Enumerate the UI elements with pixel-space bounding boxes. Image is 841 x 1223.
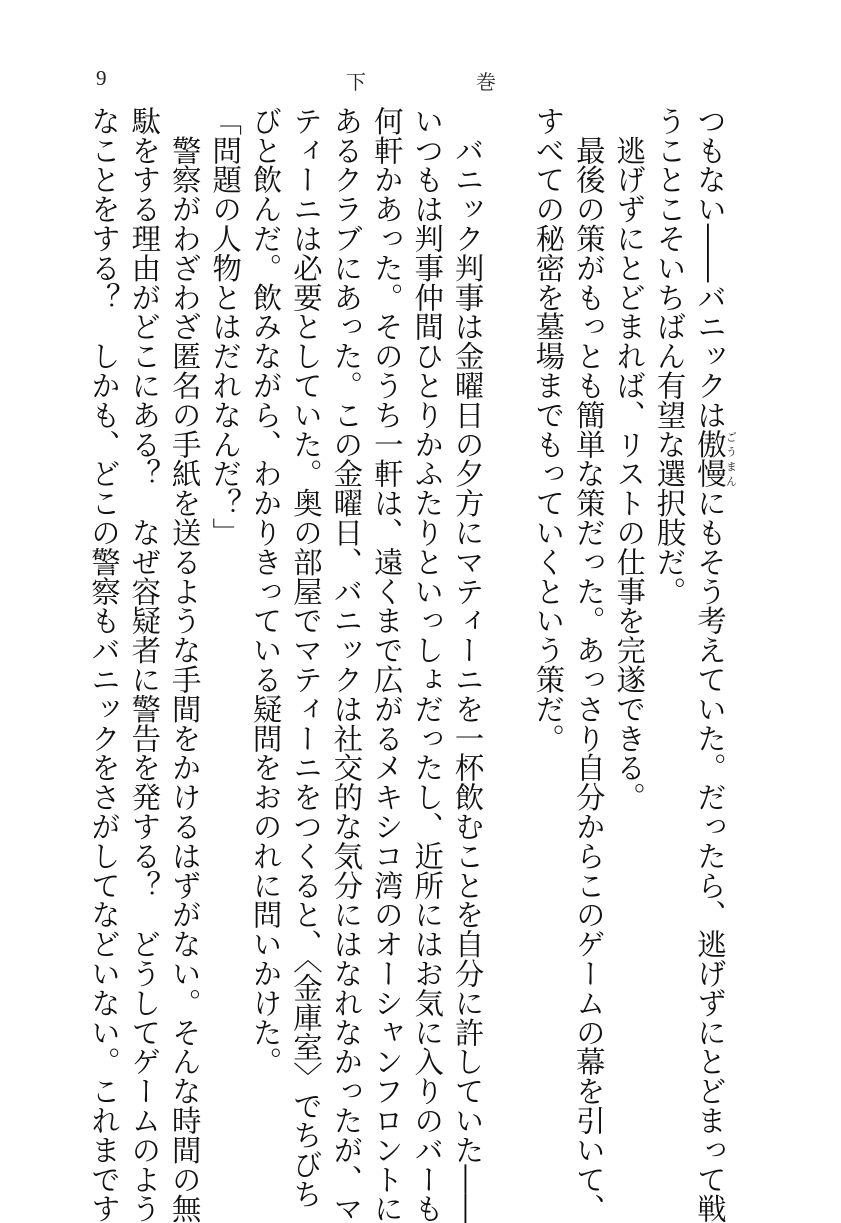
text-line-9: 何軒かあった。そのうち一軒は、遠くまで広がるメキシコ湾のオーシャンフロントに bbox=[369, 106, 404, 1223]
text-line-14: 警察がわざわざ匿名の手紙を送るような手間をかけるはずがない。そんな時間の無 bbox=[167, 106, 202, 1223]
text-line-10: あるクラブにあった。この金曜日、バニックは社交的な気分にはなれなかったが、マ bbox=[329, 106, 364, 1223]
text-line-3: 逃げずにとどまれば、リストの仕事を完遂できる。 bbox=[612, 106, 647, 812]
ruby-reading: ごうまん bbox=[724, 429, 738, 489]
ruby-gouman: 傲慢ごうまん bbox=[693, 429, 738, 489]
text-line-13: 「問題の人物とはだれなんだ？」 bbox=[208, 106, 243, 547]
text-line-4: 最後の策がもっとも簡単な策だった。あっさり自分からこのゲームの幕を引いて、 bbox=[571, 106, 606, 1223]
text-line-1-b: にもそう考えていた。だったら、逃げずにとどまって戦 bbox=[693, 488, 727, 1223]
text-line-15: 駄をする理由がどこにある？ なぜ容疑者に警告を発する？ どうしてゲームのよう bbox=[127, 106, 162, 1223]
text-line-1-a: つもない――バニックは bbox=[693, 106, 727, 430]
text-line-8: いつもは判事仲間ひとりかふたりといっしょだったし、近所にはお気に入りのバーも bbox=[410, 106, 445, 1223]
page-number: 9 bbox=[96, 66, 107, 90]
text-line-1 bbox=[690, 106, 738, 1223]
vertical-body-text bbox=[84, 106, 738, 1223]
text-line-2: うことこそいちばん有望な選択肢だ。 bbox=[652, 106, 687, 606]
text-line-16: なことをする？ しかも、どこの警察もバニックをさがしてなどいない。これまです bbox=[86, 106, 121, 1223]
paragraph-gap bbox=[488, 106, 528, 1106]
text-line-5: すべての秘密を墓場までもっていくという策だ。 bbox=[531, 106, 566, 753]
volume-label-first: 下 bbox=[346, 70, 366, 94]
volume-label-second: 巻 bbox=[476, 70, 496, 94]
text-line-7: バニック判事は金曜日の夕方にマティーニを一杯飲むことを自分に許していた―― bbox=[450, 106, 485, 1223]
text-line-12: びと飲んだ。飲みながら、わかりきっている疑問をおのれに問いかけた。 bbox=[248, 106, 283, 1077]
text-line-11: ティーニは必要としていた。奥の部屋でマティーニをつくると、〈金庫室〉でちびち bbox=[288, 106, 323, 1209]
